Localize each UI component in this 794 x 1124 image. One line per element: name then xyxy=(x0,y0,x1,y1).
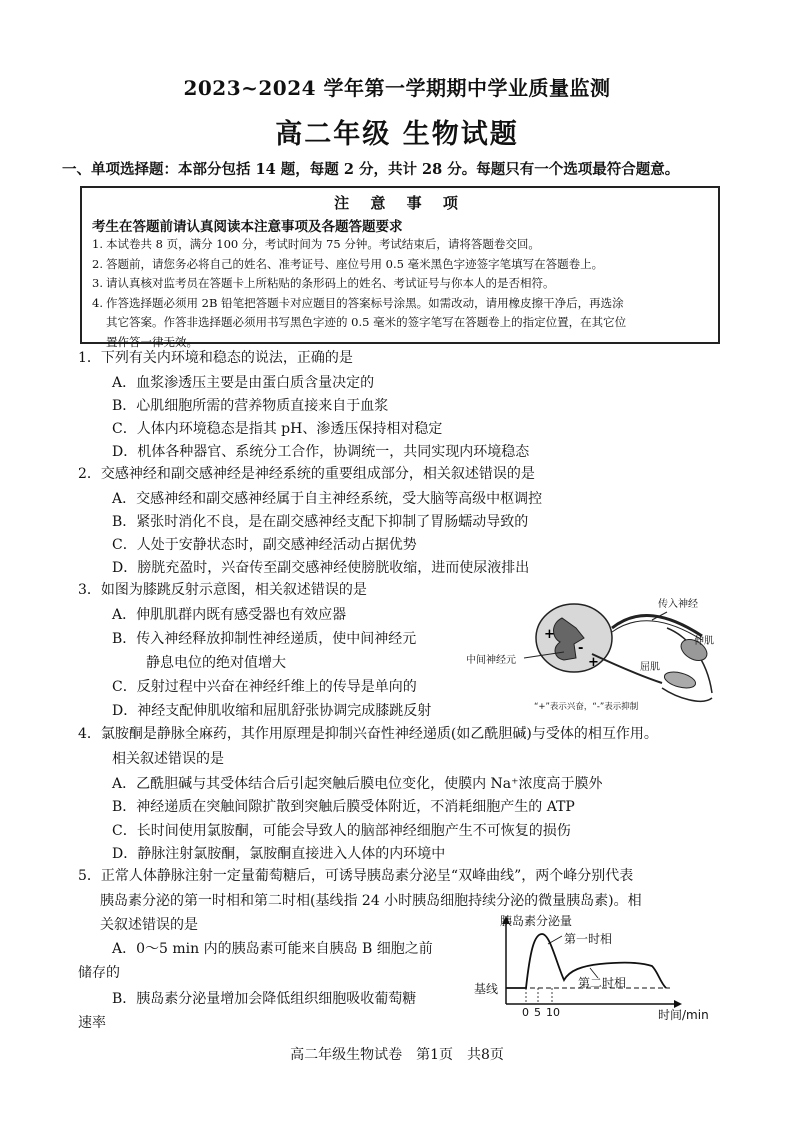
notice-box xyxy=(80,186,720,349)
minus-sign: - xyxy=(578,641,584,656)
plus-sign-2: + xyxy=(588,655,599,670)
graph-ylabel: 胰岛素分泌量 xyxy=(500,914,573,928)
question-1-option-d: D．机体各种器官、系统分工合作，协调统一，共同实现内环境稳态 xyxy=(112,444,530,460)
question-3-option-b-cont: 静息电位的绝对值增大 xyxy=(146,655,286,671)
afferent-nerve-label: 传入神经 xyxy=(658,599,698,610)
question-1-option-a: A．血浆渗透压主要是由蛋白质含量决定的 xyxy=(112,375,375,391)
question-4-option-a: A．乙酰胆碱与其受体结合后引起突触后膜电位变化，使膜内 Na⁺浓度高于膜外 xyxy=(112,776,603,792)
question-5-stem-cont1: 胰岛素分泌的第一时相和第二时相(基线指 24 小时胰岛细胞持续分泌的微量胰岛素)。相 xyxy=(100,893,642,909)
notice-item-4-cont2: 置作答一律无效。 xyxy=(106,334,198,349)
graph-tick-0: 0 xyxy=(522,1006,529,1019)
afferent-nerve-line-2 xyxy=(612,621,702,640)
exam-title: 2023~2024 学年第一学期期中学业质量监测 xyxy=(183,76,611,100)
notice-item-2: 2. 答题前，请您务必将自己的姓名、准考证号、座位号用 0.5 毫米黑色字迹签字笔填写在答题卷上。 xyxy=(92,256,604,271)
phase1-pointer xyxy=(548,936,562,944)
question-5-option-b-cont: 速率 xyxy=(78,1015,106,1031)
question-3-option-c: C．反射过程中兴奋在神经纤维上的传导是单向的 xyxy=(112,679,417,695)
graph-tick-10: 10 xyxy=(546,1006,560,1019)
page-footer: 高二年级生物试卷 第1页 共8页 xyxy=(290,1047,504,1063)
question-4-stem-cont: 相关叙述错误的是 xyxy=(112,751,224,767)
figure-legend: “+”表示兴奋，“-”表示抑制 xyxy=(534,702,639,712)
question-3-stem: 3．如图为膝跳反射示意图，相关叙述错误的是 xyxy=(78,582,367,598)
plus-sign-1: + xyxy=(544,627,555,642)
extensor-label: 伸肌 xyxy=(694,636,714,647)
question-5-stem: 5．正常人体静脉注射一定量葡萄糖后，可诱导胰岛素分泌呈“双峰曲线”，两个峰分别代表 xyxy=(78,868,634,884)
graph-phase2-label: 第二时相 xyxy=(578,976,627,990)
question-4-option-d: D．静脉注射氯胺酮，氯胺酮直接进入人体的内环境中 xyxy=(112,846,446,862)
notice-item-3: 3. 请认真核对监考员在答题卡上所粘贴的条形码上的姓名、考试证号与你本人的是否相符。 xyxy=(92,276,555,290)
interneuron-label: 中间神经元 xyxy=(466,655,516,666)
question-3-option-a: A．伸肌肌群内既有感受器也有效应器 xyxy=(112,607,347,623)
notice-title: 注 意 事 项 xyxy=(334,194,466,212)
flexor-label: 屈肌 xyxy=(640,662,660,673)
graph-baseline-label: 基线 xyxy=(474,982,499,996)
graph-tick-5: 5 xyxy=(534,1006,541,1019)
notice-item-4: 4. 作答选择题必须用 2B 铅笔把答题卡对应题目的答案标号涂黑。如需改动，请用橡皮擦干净后，再选涂 xyxy=(92,295,624,310)
question-5-option-a-cont: 储存的 xyxy=(78,965,120,981)
question-5-option-b: B．胰岛素分泌量增加会降低组织细胞吸收葡萄糖 xyxy=(112,991,417,1007)
knee-reflex-figure xyxy=(462,588,722,716)
afferent-nerve-line xyxy=(612,616,702,636)
graph-phase1-label: 第一时相 xyxy=(564,932,613,946)
section-heading: 一、单项选择题：本部分包括 14 题，每题 2 分，共计 28 分。每题只有一个选项最符合题意。 xyxy=(62,161,680,178)
question-2-option-a: A．交感神经和副交感神经属于自主神经系统，受大脑等高级中枢调控 xyxy=(112,491,543,507)
leg-outline-bottom xyxy=(662,688,712,701)
question-3-option-b: B．传入神经释放抑制性神经递质，使中间神经元 xyxy=(112,631,417,647)
question-5-option-a: A．0～5 min 内的胰岛素可能来自胰岛 B 细胞之前 xyxy=(112,941,433,957)
notice-subtitle: 考生在答题前请认真阅读本注意事项及各题答题要求 xyxy=(92,219,403,235)
notice-item-4-cont1: 其它答案。作答非选择题必须用书写黑色字迹的 0.5 毫米的签字笔写在答题卷上的指定位置，在其它位 xyxy=(106,315,627,329)
subject-title: 高二年级 生物试题 xyxy=(275,119,519,150)
question-1-option-b: B．心肌细胞所需的营养物质直接来自于血浆 xyxy=(112,398,389,414)
question-4-option-b: B．神经递质在突触间隙扩散到突触后膜受体附近，不消耗细胞产生的 ATP xyxy=(112,799,575,815)
question-2-option-b: B．紧张时消化不良，是在副交感神经支配下抑制了胃肠蠕动导致的 xyxy=(112,514,529,530)
question-4-stem: 4．氯胺酮是静脉全麻药，其作用原理是抑制兴奋性神经递质(如乙酰胆碱)与受体的相互作用。 xyxy=(78,726,658,742)
question-2-stem: 2．交感神经和副交感神经是神经系统的重要组成部分，相关叙述错误的是 xyxy=(78,466,535,482)
notice-item-1: 1. 本试卷共 8 页，满分 100 分，考试时间为 75 分钟。考试结束后，请将答题卷交回。 xyxy=(92,237,540,251)
question-1-option-c: C．人体内环境稳态是指其 pH、渗透压保持相对稳定 xyxy=(112,421,443,437)
graph-xlabel: 时间/min xyxy=(658,1008,709,1022)
question-2-option-d: D．膀胱充盈时，兴奋传至副交感神经使膀胱收缩，进而使尿液排出 xyxy=(112,560,530,576)
question-1-stem: 1．下列有关内环境和稳态的说法，正确的是 xyxy=(78,350,353,366)
question-3-option-d: D．神经支配伸肌收缩和屈肌舒张协调完成膝跳反射 xyxy=(112,703,432,719)
question-2-option-c: C．人处于安静状态时，副交感神经活动占据优势 xyxy=(112,537,417,553)
question-4-option-c: C．长时间使用氯胺酮，可能会导致人的脑部神经细胞产生不可恢复的损伤 xyxy=(112,823,571,839)
flexor-muscle-shape xyxy=(663,669,698,691)
insulin-graph xyxy=(470,912,720,1022)
question-5-stem-cont2: 关叙述错误的是 xyxy=(100,917,198,933)
